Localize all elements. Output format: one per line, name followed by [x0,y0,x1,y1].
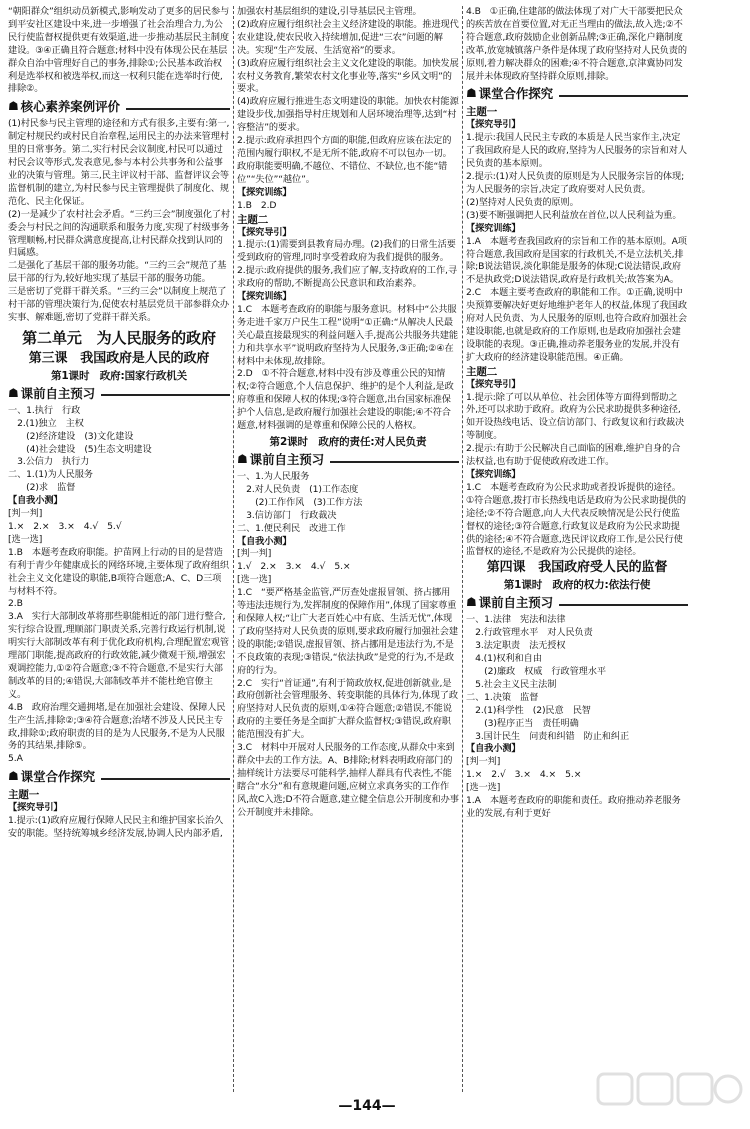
lesson-title: 第三课 我国政府是人民的政府 [28,350,210,366]
paragraph: 2.D ①不符合题意,材料中没有涉及尊重公民的知情权;②符合题意,个人信息保护、维护的是个人利益,是政府尊重和保障人权的体现;③符合题意,出台国家标准保护个人信息,是政府履行加强社会建设的职能;④不符合题意,材料强调的是尊重和保障公民的人格权。 [237,368,454,432]
section-banner-title: 课前自主预习 [249,452,325,467]
paragraph: (4)政府应履行推进生态文明建设的职能。加快农村能源建设步伐,加强指导村庄规划和人居环境治理等,达到“村容整洁”的要求。 [237,96,459,134]
paragraph: 2.C 实行“首证通”,有利于简政放权,促进创新就业,是政府创新社会管理服务、转变职能的具体行为,体现了政府坚持对人民负责的原则,①④符合题意;②错误,不能说政府的主要任务是全面扩大群众监督权;③错误,政府职能范围没有扩大。 [237,677,458,741]
topic-heading: 主题二 [466,365,498,378]
paragraph: 1.提示:(1)政府应履行保障人民民主和维护国家长治久安的职能。坚持统筹城乡经济发展,协调人民内部矛盾, [8,815,224,840]
paragraph: 4.(1)权利和自由 [466,653,542,665]
paragraph: 1.A 本题考查我国政府的宗旨和工作的基本原则。A项符合题意,我国政府是国家的行政机关,不是立法机关,排除;B说法错误,淡化职能是服务的体现;C说法错误,政府不是执政党;D说法错误,政府是行政机关;故答案为A。 [466,235,687,286]
paragraph: (2)求 监督 [8,482,76,494]
paragraph: [选一选] [466,782,501,794]
paragraph: 2.对人民负责 (1)工作态度 [237,483,359,495]
section-banner [466,594,688,611]
section-banner [8,385,230,402]
banner-underline [101,390,230,396]
bulb-icon: ☗ [237,452,248,466]
banner-underline [559,600,688,606]
paragraph: 3.信访部门 行政裁决 [237,509,337,521]
paragraph: 1.× 2.√ 3.× 4.× 5.× [466,769,582,781]
column-3 [466,6,688,1092]
page-number: —144— [338,1098,396,1114]
paragraph: 2.B [8,598,23,610]
banner-underline [330,457,459,463]
bracket-heading: 【探究导引】 [237,226,292,238]
topic-heading: 主题一 [466,106,498,119]
paragraph: (3)程序正当 责任明确 [466,717,579,729]
paragraph: (2)政府应履行组织社会主义经济建设的职能。推进现代农业建设,使农民收入持续增加,促进“三农”问题的解决。实现“生产发展、生活宽裕”的要求。 [237,18,459,56]
bulb-icon: ☗ [8,99,19,114]
section-banner [8,98,230,115]
paragraph: (1)村民参与民主管理的途径和方式有很多,主要有:第一,制定村规民约或村民自治章程,运用民主的办法来管理村里的日常事务。第二,实行村民会议制度,村民可以通过村民会议等形式,发表意见,参与本村公共事务和公益事业的决策与管理。第三,民主评议村干部、监督评议会等监督机制的建立,为村民参与民主管理提供了制度化、规范化、民主化保证。 [8,118,230,207]
paragraph: 一、1.执行 行政 [8,404,81,416]
section-banner-title: 课前自主预习 [478,595,554,611]
lesson-title: 第四课 我国政府受人民的监督 [486,560,668,576]
bulb-icon: ☗ [466,86,477,101]
paragraph: 4.B 政府治理交通拥堵,是在加强社会建设、保障人民生产生活,排除②;③④符合题意;治堵不涉及人民民主专政,排除①;政府职责的目的是为人民服务,不是为人民服务的其结果,排除⑤。 [8,701,226,752]
paragraph: 一、1.法律 宪法和法律 [466,614,566,626]
paragraph: 二、1.(1)为人民服务 [8,469,93,481]
bracket-heading: 【探究训练】 [237,186,292,198]
bulb-icon: ☗ [466,595,477,610]
bracket-heading: 【探究训练】 [466,222,521,234]
paragraph: 2.(1)科学性 (2)民意 民智 [466,704,591,716]
paragraph: (3)要不断强调把人民利益放在首位,以人民利益为重。 [466,209,682,221]
bracket-heading: 【探究导引】 [466,119,521,131]
section-banner-title: 课堂合作探究 [20,769,96,785]
paragraph: 1.√ 2.× 3.× 4.√ 5.× [237,561,351,573]
paragraph: 二是强化了基层干部的服务功能。“三约三会”规范了基层干部的行为,较好地实现了基层干部的服务功能。 [8,260,227,285]
unit-title: 第二单元 为人民服务的政府 [22,328,216,347]
period-title: 第1课时 政府的权力:依法行使 [503,579,651,592]
paragraph: 3.公信力 执行力 [8,456,90,468]
section-banner [237,451,459,468]
bulb-icon: ☗ [8,769,19,784]
period-title: 第2课时 政府的责任:对人民负责 [269,436,427,448]
section-banner [8,768,230,785]
banner-underline [126,104,230,110]
paragraph: 1.B 2.D [237,199,277,211]
paragraph: 1.提示:我国人民民主专政的本质是人民当家作主,决定了我国政府是人民的政府,坚持为人民服务的宗旨和对人民负责的基本原则。 [466,132,687,170]
bracket-heading: 【自我小测】 [8,495,63,507]
paragraph: 2.提示:(1)对人民负责的原则是为人民服务宗旨的体现;为人民服务的宗旨,决定了政府要对人民负责。 [466,171,685,195]
section-banner-title: 课堂合作探究 [478,86,554,102]
page [8,6,742,1096]
paragraph: 1.C 本题考查政府为公民求助或者投诉提供的途径。①符合题意,拨打市长热线电话是政府为公民求助提供的途径;②不符合题意,向人大代表反映情况是公民行使监督权的途径;③符合题意,行政复议是政府为公民求助提供的途径;④不符合题意,选民评议政府工作,是公民行使监督权的途径,不是政府为公民提供的途径。 [466,481,686,558]
topic-heading: 主题一 [8,789,40,802]
bulb-icon: ☗ [8,385,19,400]
paragraph: 1.C “要严格基金监管,严厉查处虚报冒领、挤占挪用等违法违规行为,发挥制度的保障作用”,体现了国家尊重和保障人权;“让广大老百姓心中有底、生活无忧”,体现了政府坚持对人民负责的原则,要求政府履行加强社会建设的职能;②错误,虚报冒领、挤占挪用是违法行为,不是不良政策的表现;③错误,“依法执政”是党的行为,不是政府的行为。 [237,587,458,676]
paragraph: 2.(1)独立 主权 [8,417,84,429]
paragraph: “朝阳群众”组织动员新模式,影响发动了更多的居民参与到平安社区建设中来,进一步增强了社会治理合力,为公民行使监督权提供更有效渠道,进一步推动基层民主制度建设。③④正确且符合题意;材料中没有体现公民在基层群众自治中管理好自己的事务,排除①;公民基本政治权利是选举权和被选举权,而这一权利只能在选举时行使,排除②。 [8,6,230,95]
section-banner [466,85,688,102]
paragraph: [判一判] [237,548,272,560]
bracket-heading: 【自我小测】 [237,535,292,547]
period-title: 第1课时 政府:国家行政机关 [50,369,188,382]
paragraph: 4.B ①正确,住建部的做法体现了对广大干部要把民众的疾苦放在首要位置,对无正当理由的做法,故入选;②不符合题意,政府鼓励企业创新品牌;③正确,深化户籍制度改革,放宽城镇落户条件是体现了政府坚持对人民负责的原则,着力解决群众的困难;④不符合题意,京津冀协同发展并未体现政府坚持群众原则,排除。 [466,6,687,82]
column-1 [8,6,230,1092]
bracket-heading: 【探究训练】 [466,469,521,480]
paragraph: (2)一是减少了农村社会矛盾。“三约三会”制度强化了村委会与村民之间的沟通联系和服务力度,实现了村级事务管理顺畅,村民群众满意度提高,让村民群众找到认同的归属感。 [8,208,230,259]
paragraph: [选一选] [237,574,272,586]
topic-heading: 主题二 [237,213,269,226]
banner-underline [101,774,230,780]
paragraph: 1.B 本题考查政府职能。护苗网上行动的目的是营造有利于青少年健康成长的网络环境,主要体现了政府组织社会主义文化建设的职能,B项符合题意;A、C、D三项与材料不符。 [8,546,229,597]
bracket-heading: 【自我小测】 [466,743,521,755]
paragraph: 2.C 本题主要考查政府的职能和工作。①正确,说明中央预算要解决好更好地维护老年人的权益,体现了我国政府对人民负责、为人民服务的原则,也符合政府加强社会建设职能,也就是政府的工作原则,也是政府加强社会建设职能的表现。③正确,推动养老服务业的发展,并没有扩大政府的经济建设职能范围。④正确。 [466,287,687,363]
paragraph: (2)廉政 权威 行政管理水平 [466,665,606,677]
paragraph: [判一判] [8,508,43,520]
paragraph: 加强农村基层组织的建设,引导基层民主管理。 [237,6,422,17]
paragraph: 三是密切了党群干群关系。“三约三会”以制度上规范了村干部的管理决策行为,促使农村基层党员干部参群众办实事、解难题,密切了党群干群关系。 [8,286,229,323]
paragraph: 3.国计民生 问责和纠错 防止和纠正 [466,730,630,742]
section-banner-title: 课前自主预习 [20,385,96,401]
paragraph: 2.提示:有助于公民解决自己面临的困难,维护自身的合法权益,也有助于促使政府改进工作。 [466,443,681,468]
bracket-heading: 【探究训练】 [237,291,292,303]
bracket-heading: 【探究导引】 [8,802,63,814]
paragraph: 2.行政管理水平 对人民负责 [466,627,593,639]
paragraph: (3)政府应履行组织社会主义文化建设的职能。加快发展农村义务教育,繁荣农村文化事业等,落实“乡风文明”的要求。 [237,57,459,95]
paragraph: 1.× 2.× 3.× 4.√ 5.√ [8,521,122,532]
paragraph: 二、1.决策 监督 [466,691,539,703]
column-divider [233,6,234,1092]
paragraph: 3.A 实行大部制改革将那些职能相近的部门进行整合,实行综合设置,理顺部门职责关系,完善行政运行机制,说明实行大部制改革有利于优化政府机构,合理配置宏观管理部门职能,提高政府的行政效能,减少微观干预,增强宏观调控能力,①②符合题意;③不符合题意,不是实行大部制改革的目的;④错误,大部制改革并不能杜绝官僚主义。 [8,611,229,700]
bracket-heading: 【探究导引】 [466,378,521,390]
paragraph: (2)经济建设 (3)文化建设 [8,430,134,442]
paragraph: 2.提示:政府承担四个方面的职能,但政府应该在法定的范围内履行职权,不是无所不能,政府不可以包办一切。政府职能要明确,不越位、不错位、不缺位,也不能“错位”“失位”“越位”。 [237,135,452,185]
paragraph: (4)社会建设 (5)生态文明建设 [8,443,152,455]
paragraph: 5.社会主义民主法制 [466,678,557,690]
section-banner-title: 核心素养案例评价 [20,99,120,115]
paragraph: (2)工作作风 (3)工作方法 [237,496,363,508]
paragraph: (2)坚持对人民负责的原则。 [466,196,579,208]
paragraph: 2.提示:政府提供的服务,我们应了解,支持政府的工作,寻求政府的帮助,不断提高公民意识和政治素养。 [237,265,457,290]
paragraph: 1.C 本题考查政府的职能与服务意识。材料中“公共服务走进千家万户民生工程”说明“①正确:“从解决人民最关心最直接最现实的利益问题入手,提高公共服务共建能力和共享水平”说明政府坚持为人民服务,③正确;②④在材料中未体现,故排除。 [237,303,458,367]
paragraph: 1.提示:除了可以从单位、社会团体等方面得到帮助之外,还可以求助于政府。政府为公民求助提供多种途径,如开设热线电话、设立信访部门、行政复议和行政裁决等制度。 [466,391,685,442]
paragraph: 1.提示:(1)需要到县教育局办理。(2)我们的日常生活要受到政府的管理,同时享受着政府为我们提供的服务。 [237,239,456,264]
paragraph: 1.A 本题考查政府的职能和责任。政府推动养老服务业的发展,有利于更好 [466,795,681,819]
paragraph: 二、1.便民利民 改进工作 [237,522,346,534]
paragraph: [选一选] [8,533,43,545]
watermark-logo [594,1070,744,1126]
banner-underline [559,91,688,97]
paragraph: 5.A [8,753,23,765]
paragraph: 一、1.为人民服务 [237,471,310,482]
column-divider [462,6,463,1092]
paragraph: [判一判] [466,756,501,768]
column-2 [237,6,459,1092]
paragraph: 3.C 材料中开展对人民服务的工作态度,从群众中来到群众中去的工作方法。A、B排除;材料表明政府部门的抽样统计方法要尽可能科学,抽样人群具有代表性,不能瞎合“水分”和有意规避问题,应树立求真务实的工作作风,故C入选;D不符合题意,建立健全信息公开制度和办事公开制度并未排除。 [237,742,459,818]
paragraph: 3.法定职责 法无授权 [466,640,566,652]
